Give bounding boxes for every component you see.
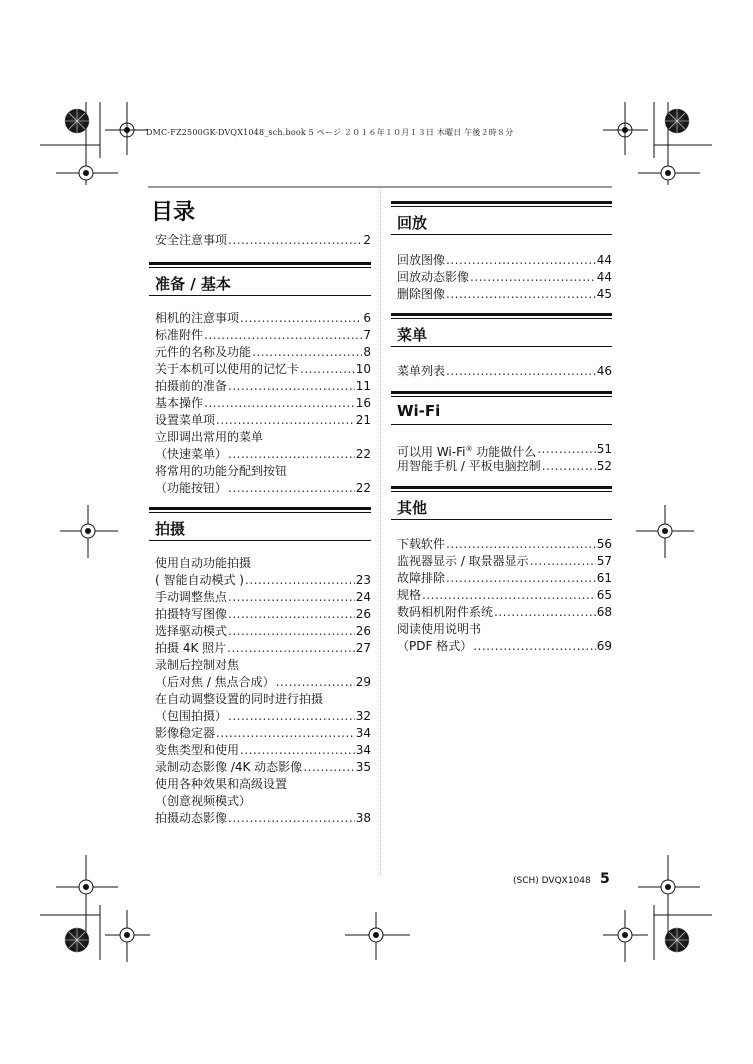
dot-leader	[216, 725, 355, 742]
toc-entry-title: 手动调整焦点	[155, 590, 228, 604]
toc-entry-title: 关于本机可以使用的记忆卡	[155, 362, 300, 376]
toc-entry-page: 21	[355, 413, 371, 427]
toc-title: 目录	[151, 200, 196, 225]
dot-leader	[446, 286, 596, 303]
dot-leader	[216, 412, 355, 429]
section-label: 其他	[397, 499, 428, 517]
section-heading-playback	[391, 201, 612, 235]
toc-entry-page: 27	[355, 641, 371, 655]
toc-entry[interactable]	[155, 310, 371, 327]
toc-entry-fn-button[interactable]	[155, 480, 371, 497]
toc-entry-title: 拍摄特写图像	[155, 607, 228, 621]
toc-entry-postfocus[interactable]	[155, 674, 371, 691]
dot-leader	[252, 344, 362, 361]
toc-entry-page: 26	[355, 624, 371, 638]
toc-entry-title: （PDF 格式）	[397, 639, 473, 653]
title-part: 可以用 Wi-Fi	[397, 445, 466, 459]
toc-entry[interactable]	[155, 708, 371, 725]
toc-entry-title: 菜单列表	[397, 364, 446, 378]
toc-entry-page: 29	[355, 675, 371, 689]
dot-leader	[204, 395, 355, 412]
toc-entry-title: 删除图像	[397, 287, 446, 301]
dot-leader	[227, 640, 355, 657]
section-heading-wifi	[391, 391, 612, 425]
print-slug-header: DMC-FZ2500GK-DVQX1048_sch.book 5 ページ ２０１６年１０月１３日 木曜日 午後２時８分	[146, 128, 514, 137]
toc-entry-line: （创意视频模式）	[155, 794, 252, 808]
dot-leader	[228, 606, 355, 623]
toc-entry-title: 拍摄动态影像	[155, 811, 228, 825]
toc-entry[interactable]	[155, 412, 371, 429]
toc-entry-title: 回放图像	[397, 253, 446, 267]
toc-entry-line: 在自动调整设置的同时进行拍摄	[155, 692, 324, 706]
toc-entry-page: 44	[596, 253, 612, 267]
dot-leader	[228, 708, 355, 725]
registered-mark: ®	[465, 445, 473, 453]
dot-leader	[446, 363, 596, 380]
dot-leader	[470, 269, 596, 286]
toc-entry-page: 34	[355, 726, 371, 740]
toc-entry-page: 46	[596, 364, 612, 378]
toc-entry-title: （后对焦 / 焦点合成）	[155, 675, 275, 689]
section-label: 回放	[397, 214, 428, 232]
dot-leader	[530, 553, 596, 570]
top-rule	[148, 186, 612, 188]
toc-entry-title: 标准附件	[155, 328, 204, 342]
toc-entry[interactable]	[397, 553, 612, 570]
toc-entry[interactable]	[155, 623, 371, 640]
dot-leader	[204, 327, 362, 344]
toc-entry-page: 24	[355, 590, 371, 604]
toc-entry-line: 阅读使用说明书	[397, 622, 482, 636]
toc-entry[interactable]	[155, 606, 371, 623]
toc-entry-page: 38	[355, 811, 371, 825]
toc-entry-manual[interactable]	[397, 638, 612, 655]
section-label: Wi-Fi	[397, 402, 441, 420]
page-number: 5	[600, 871, 610, 887]
toc-entry-line: 立即调出常用的菜单	[155, 430, 264, 444]
toc-entry[interactable]	[397, 570, 612, 587]
dot-leader	[228, 623, 355, 640]
dot-leader	[446, 252, 596, 269]
dot-leader	[228, 446, 355, 463]
toc-entry-line: 录制后控制对焦	[155, 658, 240, 672]
toc-entry-title: 故障排除	[397, 571, 446, 585]
toc-entry-page: 26	[355, 607, 371, 621]
dot-leader	[422, 587, 596, 604]
toc-entry-title: 安全注意事项	[155, 233, 228, 247]
document-code: (SCH) DVQX1048	[513, 876, 591, 886]
toc-entry-page: 22	[355, 481, 371, 495]
dot-leader	[494, 604, 596, 621]
toc-entry-title: 监视器显示 / 取景器显示	[397, 554, 529, 568]
dot-leader	[240, 310, 362, 327]
toc-entry-page: 57	[596, 554, 612, 568]
dot-leader	[245, 572, 355, 589]
toc-entry-page: 35	[355, 760, 371, 774]
toc-entry-page: 45	[596, 287, 612, 301]
toc-entry-page: 61	[596, 571, 612, 585]
toc-entry-title: 设置菜单项	[155, 413, 216, 427]
toc-entry[interactable]	[155, 640, 371, 657]
toc-entry[interactable]	[155, 361, 371, 378]
toc-entry[interactable]	[397, 252, 612, 269]
toc-entry[interactable]	[397, 604, 612, 621]
toc-entry[interactable]	[155, 572, 371, 589]
toc-entry[interactable]	[155, 327, 371, 344]
section-heading-prep	[149, 262, 371, 296]
toc-entry-title: 拍摄 4K 照片	[155, 641, 227, 655]
dot-leader	[228, 232, 362, 249]
dot-leader	[446, 570, 596, 587]
toc-entry[interactable]	[155, 344, 371, 361]
toc-entry-title: ( 智能自动模式 )	[155, 573, 244, 587]
toc-entry-page: 11	[355, 379, 371, 393]
dot-leader	[473, 638, 596, 655]
toc-entry-page: 23	[355, 573, 371, 587]
toc-entry-page: 2	[363, 233, 371, 247]
dot-leader	[228, 480, 355, 497]
toc-entry-page: 51	[596, 442, 612, 456]
toc-entry-page: 16	[355, 396, 371, 410]
toc-entry-page: 56	[596, 537, 612, 551]
toc-entry-page: 32	[355, 709, 371, 723]
toc-entry-title: 变焦类型和使用	[155, 743, 240, 757]
toc-entry[interactable]	[155, 725, 371, 742]
dot-leader	[228, 378, 355, 395]
dot-leader	[276, 674, 355, 691]
toc-entry-page: 52	[596, 459, 612, 473]
toc-entry-title: 元件的名称及功能	[155, 345, 252, 359]
toc-entry-page: 68	[596, 605, 612, 619]
toc-entry-line: 将常用的功能分配到按钮	[155, 464, 288, 478]
toc-entry-title: 基本操作	[155, 396, 204, 410]
dot-leader	[300, 361, 355, 378]
toc-entry-safety[interactable]	[155, 232, 371, 249]
dot-leader	[228, 810, 355, 827]
toc-entry-page: 10	[355, 362, 371, 376]
toc-entry-title: 数码相机附件系统	[397, 605, 494, 619]
toc-entry-page: 6	[363, 311, 371, 325]
toc-entry[interactable]	[155, 589, 371, 606]
toc-entry-title: （快速菜单）	[155, 447, 228, 461]
section-heading-menu	[391, 313, 612, 347]
toc-entry[interactable]	[397, 458, 612, 475]
dot-leader	[240, 742, 355, 759]
dot-leader	[228, 589, 355, 606]
toc-entry-page: 22	[355, 447, 371, 461]
toc-entry-movie[interactable]	[155, 810, 371, 827]
toc-entry-page: 7	[363, 328, 371, 342]
dot-leader	[542, 458, 596, 475]
toc-entry-title: 拍摄前的准备	[155, 379, 228, 393]
section-label: 拍摄	[155, 520, 186, 538]
title-part: 功能做什么	[472, 445, 537, 459]
toc-entry-title: （包围拍摄）	[155, 709, 228, 723]
toc-entry[interactable]	[397, 286, 612, 303]
toc-entry-page: 34	[355, 743, 371, 757]
toc-entry-title: 规格	[397, 588, 422, 602]
toc-entry-page: 8	[363, 345, 371, 359]
column-divider	[380, 190, 381, 875]
toc-entry-title: 用智能手机 / 平板电脑控制	[397, 459, 541, 473]
toc-entry[interactable]	[155, 742, 371, 759]
dot-leader	[303, 759, 355, 776]
toc-entry-title: 选择驱动模式	[155, 624, 228, 638]
dot-leader	[446, 536, 596, 553]
toc-entry-title: 下载软件	[397, 537, 446, 551]
toc-entry-title: 回放动态影像	[397, 270, 470, 284]
toc-entry[interactable]	[397, 269, 612, 286]
toc-entry[interactable]	[155, 395, 371, 412]
toc-entry[interactable]	[397, 536, 612, 553]
section-label: 菜单	[397, 326, 428, 344]
toc-entry-quick-menu[interactable]	[155, 446, 371, 463]
toc-entry-page: 44	[596, 270, 612, 284]
toc-entry[interactable]	[397, 363, 612, 380]
toc-entry-title: 影像稳定器	[155, 726, 216, 740]
toc-entry-page: 69	[596, 639, 612, 653]
toc-entry[interactable]	[397, 587, 612, 604]
toc-entry[interactable]	[155, 378, 371, 395]
toc-entry-title: 相机的注意事项	[155, 311, 240, 325]
section-heading-shoot	[149, 507, 371, 541]
toc-entry[interactable]	[155, 759, 371, 776]
toc-entry-line: 使用各种效果和高级设置	[155, 777, 288, 791]
toc-entry-line: 使用自动功能拍摄	[155, 556, 252, 570]
toc-entry-page: 65	[596, 588, 612, 602]
section-label: 准备 / 基本	[155, 275, 231, 293]
section-heading-other	[391, 486, 612, 520]
toc-entry-title: 录制动态影像 /4K 动态影像	[155, 760, 303, 774]
toc-entry-title: （功能按钮）	[155, 481, 228, 495]
